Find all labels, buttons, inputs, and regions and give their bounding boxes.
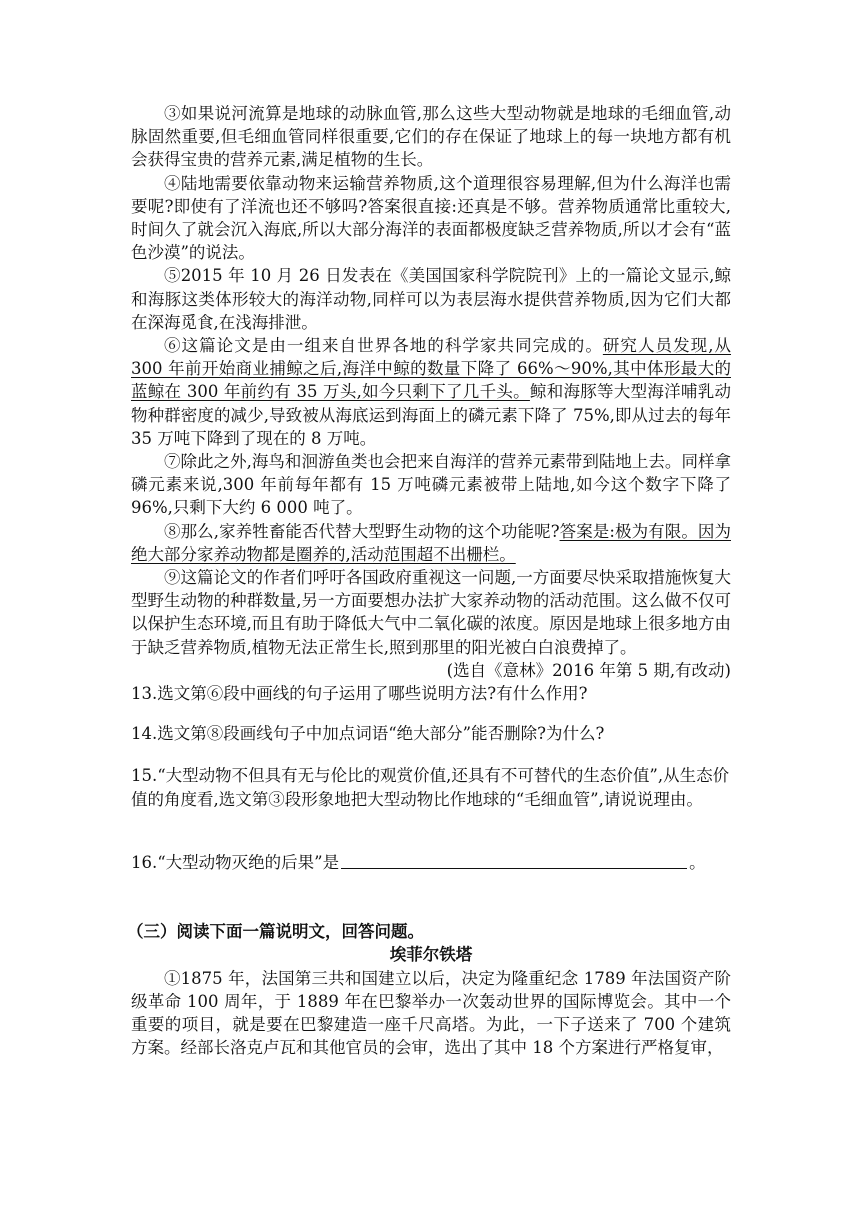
paragraph-4: ④陆地需要依靠动物来运输营养物质,这个道理很容易理解,但为什么海洋也需要呢?即使有了洋流也还不够吗?答案很直接:还真是不够。营养物质通常比重较大,时间久了就会沉入海底,所以大部分海洋的表面都极度缺乏营养物质,所以才会有“蓝色沙漠”的说法。: [131, 173, 731, 263]
paragraph-9: ⑨这篇论文的作者们呼吁各国政府重视这一问题,一方面要尽快采取措施恢复大型野生动物的种群数量,另一方面要想办法扩大家养动物的活动范围。这么做不仅可以保护生态环境,而且有助于降低大气中二氧化碳的浓度。原因是地球上很多地方由于缺乏营养物质,植物无法正常生长,照到那里的阳光被白白浪费掉了。: [131, 568, 731, 657]
answer-space-14: [131, 745, 731, 764]
paragraph-5: ⑤2015 年 10 月 26 日发表在《美国国家科学院院刊》上的一篇论文显示,鲸和海豚这类体形较大的海洋动物,同样可以为表层海水提供营养物质,因为它们大都在深海觅食,在浅海排泄。: [131, 266, 731, 332]
answer-space-13: [131, 705, 731, 722]
source-citation: (选自《意林》2016 年第 5 期,有改动): [446, 660, 731, 680]
answer-blank-16[interactable]: [341, 852, 687, 869]
paragraph-6-rest: 鲸和海豚等大型海洋哺乳动物种群密度的减少,导致被从海底运到海面上的磷元素下降了 75%,即从过去的每年 35 万吨下降到了现在的 8 万吨。: [131, 382, 731, 448]
section-heading: （三）阅读下面一篇说明文，回答问题。: [127, 922, 424, 942]
paragraph-8-intro: ⑧那么,家养牲畜能否代替大型野生动物的这个功能呢?: [164, 521, 560, 541]
paragraph-8: [131, 520, 731, 566]
question-14: 14.选文第⑧段画线句子中加点词语“绝大部分”能否删除?为什么?: [131, 724, 605, 744]
paragraph-8-underlined: 答案是:极为有限。因为绝大部分家养动物都是圈养的,活动范围超不出栅栏。: [131, 521, 731, 564]
paragraph-7: ⑦除此之外,海鸟和洄游鱼类也会把来自海洋的营养元素带到陆地上去。同样拿磷元素来说,300 年前每年都有 15 万吨磷元素被带上陆地,如今这个数字下降了 96%,只剩下大约 6 000 吨了。: [131, 452, 731, 518]
answer-space-15: [131, 811, 731, 851]
question-13: 13.选文第⑥段中画线的句子运用了哪些说明方法?有什么作用?: [131, 684, 588, 704]
document-content: [127, 102, 732, 1059]
paragraph-6-underlined: 研究人员发现,从 300 年前开始商业捕鲸之后,海洋中鲸的数量下降了 66%～90%,其中体形最大的蓝鲸在 300 年前约有 35 万头,如今只剩下了几千头。: [131, 336, 732, 402]
paragraph-3: ③如果说河流算是地球的动脉血管,那么这些大型动物就是地球的毛细血管,动脉固然重要,但毛细血管同样很重要,它们的存在保证了地球上的每一块地方都有机会获得宝贵的营养元素,满足植物的生长。: [131, 104, 731, 170]
article-paragraph-1: ①1875 年，法国第三共和国建立以后，决定为隆重纪念 1789 年法国资产阶级革命 100 周年，于 1889 年在巴黎举办一次轰动世界的国际博览会。其中一个重要的项目，就是要在巴黎建造一座千尺高塔。为此，一下子送来了 700 个建筑方案。经部长洛克卢瓦和其他官员的会审，选出了其中 18 个方案进行严格复审，: [131, 968, 731, 1058]
section-gap: [131, 874, 731, 920]
article-title: 埃菲尔铁塔: [389, 945, 473, 965]
paragraph-6-intro: ⑥这篇论文是由一组来自世界各地的科学家共同完成的。: [164, 336, 603, 356]
question-16-text: 16.“大型动物灭绝的后果”是: [131, 852, 340, 872]
question-16: [131, 851, 731, 874]
question-15: 15.“大型动物不但具有无与伦比的观赏价值,还具有不可替代的生态价值”,从生态价值的角度看,选文第③段形象地把大型动物比作地球的“毛细血管”,请说说理由。: [131, 766, 730, 809]
paragraph-6: [131, 334, 731, 450]
question-16-end: 。: [689, 852, 706, 872]
